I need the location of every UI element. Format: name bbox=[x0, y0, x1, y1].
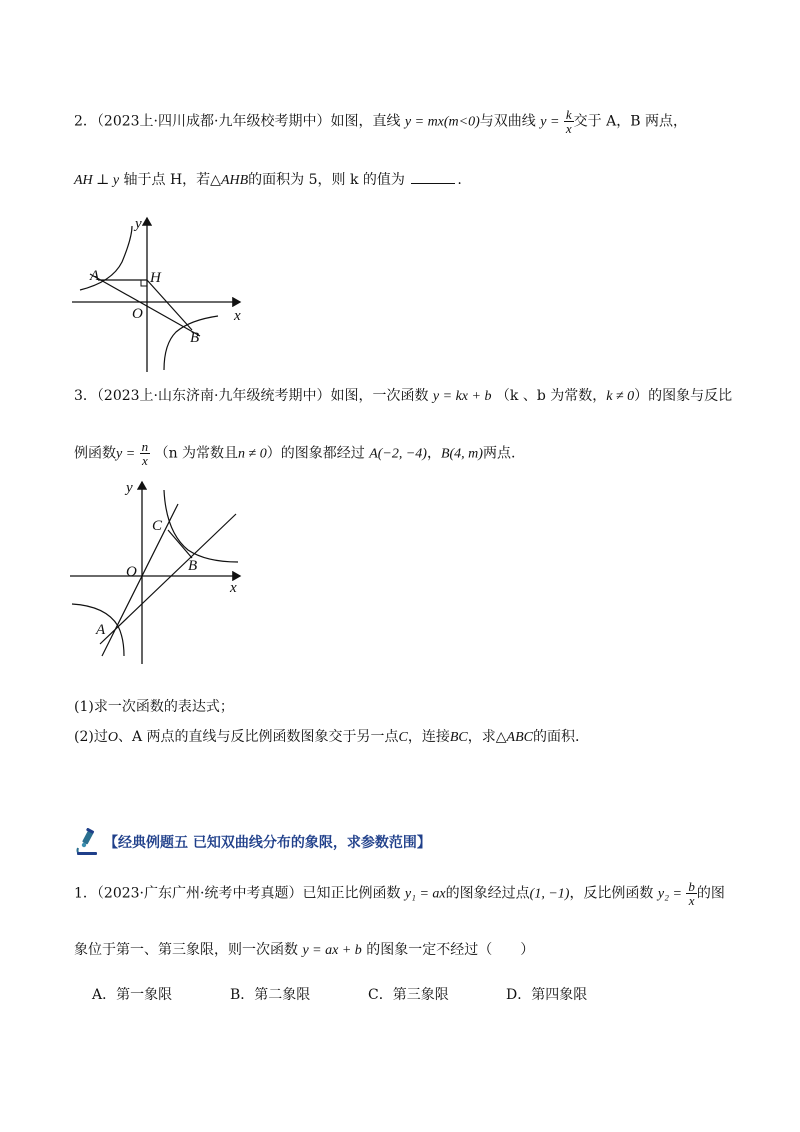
q3-text-a: 例函数 bbox=[74, 445, 116, 462]
q3-part2-d: ，求 bbox=[467, 729, 496, 745]
q2-segment-HB bbox=[147, 280, 192, 330]
q2-frac-numerator: k bbox=[565, 107, 572, 122]
q3-part2-C: C bbox=[398, 730, 408, 745]
q3-part1-text: (1)求一次函数的表达式； bbox=[74, 699, 234, 715]
q1-number: 1． bbox=[74, 885, 97, 902]
q3-text-b: （n 为常数且 bbox=[154, 445, 239, 462]
q3-line2 bbox=[74, 440, 740, 467]
q2-text-b: 的面积为 5，则 k 的值为 bbox=[248, 172, 405, 188]
q2-text-mid: 与双曲线 bbox=[479, 113, 536, 130]
q2-line-AB bbox=[90, 274, 200, 336]
q3-n-nonzero: n ≠ 0 bbox=[238, 446, 267, 462]
q2-label-y: y bbox=[135, 216, 142, 232]
q3-condition-end: ）的图象与反比 bbox=[634, 388, 733, 404]
q1-text-mid: 的图象经过点 bbox=[445, 885, 530, 902]
q1-text-b: 的图象一定不经过（ ） bbox=[366, 942, 535, 958]
q1-frac-denominator: x bbox=[688, 893, 695, 908]
q3-frac-denominator: x bbox=[141, 453, 148, 468]
q1-text-mid2: ，反比例函数 bbox=[569, 885, 654, 902]
q3-part2-e: 的面积. bbox=[532, 729, 580, 745]
q2-hyperbola-fraction bbox=[564, 108, 574, 135]
q3-part2-c: ，连接 bbox=[407, 729, 450, 745]
q3-hyperbola-lhs: y = bbox=[116, 446, 136, 462]
q2-line2 bbox=[74, 170, 740, 191]
q1-text-a: 象位于第一、第三象限，则一次函数 bbox=[74, 942, 298, 958]
q3-end: 两点. bbox=[482, 445, 516, 462]
q3-line1 bbox=[74, 386, 740, 407]
q3-part2-a: (2)过 bbox=[74, 729, 108, 745]
q1-frac-numerator: b bbox=[688, 879, 695, 894]
q3-label-O: O bbox=[126, 564, 137, 580]
q2-label-B: B bbox=[190, 330, 200, 346]
q3-condition: （k 、b 为常数， bbox=[495, 388, 607, 404]
q3-point-B: B(4, m) bbox=[440, 446, 483, 462]
q2-number: 2． bbox=[74, 113, 97, 130]
q1-option-d[interactable]: D．第四象限 bbox=[506, 987, 588, 1003]
q3-part2-triangle: △ABC bbox=[495, 730, 533, 745]
q3-linear-equation: y = kx + b bbox=[432, 389, 492, 404]
q3-number: 3． bbox=[74, 388, 97, 404]
q2-label-A: A bbox=[90, 268, 100, 284]
q1-hyperbola-fraction bbox=[686, 880, 697, 907]
q3-label-x: x bbox=[230, 580, 237, 596]
q1-line2 bbox=[74, 940, 740, 961]
q2-label-H: H bbox=[150, 270, 161, 286]
q2-text-a: 轴于点 H，若 bbox=[123, 172, 211, 188]
q3-text-c: ）的图象都经过 bbox=[266, 445, 365, 462]
section-heading bbox=[74, 826, 431, 858]
q1-options bbox=[92, 984, 644, 1004]
q2-perp-condition: AH ⊥ y bbox=[74, 173, 120, 188]
q2-frac-denominator: x bbox=[565, 121, 572, 136]
q3-label-B: B bbox=[188, 558, 198, 574]
q1-line1 bbox=[74, 880, 740, 907]
q3-part1 bbox=[74, 697, 740, 717]
q2-right-angle-mark bbox=[141, 280, 147, 286]
q3-label-C: C bbox=[152, 518, 163, 534]
q3-hyperbola-branch-upper bbox=[164, 490, 238, 562]
q3-part2 bbox=[74, 727, 740, 748]
q1-option-c[interactable]: C．第三象限 bbox=[368, 987, 449, 1003]
q1-source: （2023·广东广州·统考中考真题）已知正比例函数 bbox=[96, 885, 401, 902]
q3-label-y: y bbox=[126, 480, 133, 496]
q2-figure bbox=[68, 208, 248, 378]
q2-triangle: △AHB bbox=[210, 173, 249, 188]
microscope-icon bbox=[74, 828, 100, 856]
q2-line1 bbox=[74, 108, 740, 135]
q1-linear-equation: y = ax + b bbox=[302, 943, 362, 958]
q3-line-AB bbox=[100, 514, 236, 644]
q3-k-nonzero: k ≠ 0 bbox=[606, 389, 635, 404]
q2-line-equation: y = mx(m<0) bbox=[404, 114, 480, 130]
q1-option-a[interactable]: A．第一象限 bbox=[92, 987, 173, 1003]
q1-proportional-equation: y₁ = ax bbox=[404, 886, 446, 902]
q3-hyperbola-fraction bbox=[140, 440, 151, 467]
q3-part2-BC: BC bbox=[449, 730, 468, 745]
q1-point: (1, −1) bbox=[529, 886, 570, 902]
q2-label-x: x bbox=[234, 308, 241, 324]
q3-frac-numerator: n bbox=[141, 439, 149, 454]
q2-end: . bbox=[457, 172, 462, 188]
q3-point-A: A(−2, −4) bbox=[369, 446, 427, 462]
q2-label-O: O bbox=[132, 306, 143, 322]
q3-part2-O: O bbox=[107, 730, 118, 745]
q2-hyperbola-lhs: y = bbox=[540, 114, 560, 130]
q3-source: （2023上·山东济南·九年级统考期中）如图，一次函数 bbox=[96, 388, 429, 404]
q3-figure bbox=[66, 476, 246, 668]
q2-text-tail: 交于 A，B 两点， bbox=[573, 113, 687, 130]
q2-source: （2023上·四川成都·九年级校考期中）如图，直线 bbox=[96, 113, 401, 130]
q2-answer-blank bbox=[411, 171, 455, 184]
q1-text-tail: 的图 bbox=[696, 885, 725, 902]
q3-segment-BC bbox=[168, 530, 192, 558]
q3-comma: ， bbox=[426, 445, 441, 462]
q3-part2-b: 、A 两点的直线与反比例函数图象交于另一点 bbox=[117, 729, 399, 745]
section-title-text: 【经典例题五 已知双曲线分布的象限，求参数范围】 bbox=[104, 835, 431, 851]
q1-hyperbola-lhs: y₂ = bbox=[657, 886, 682, 902]
q3-label-A: A bbox=[96, 622, 106, 638]
q1-option-b[interactable]: B．第二象限 bbox=[230, 987, 311, 1003]
